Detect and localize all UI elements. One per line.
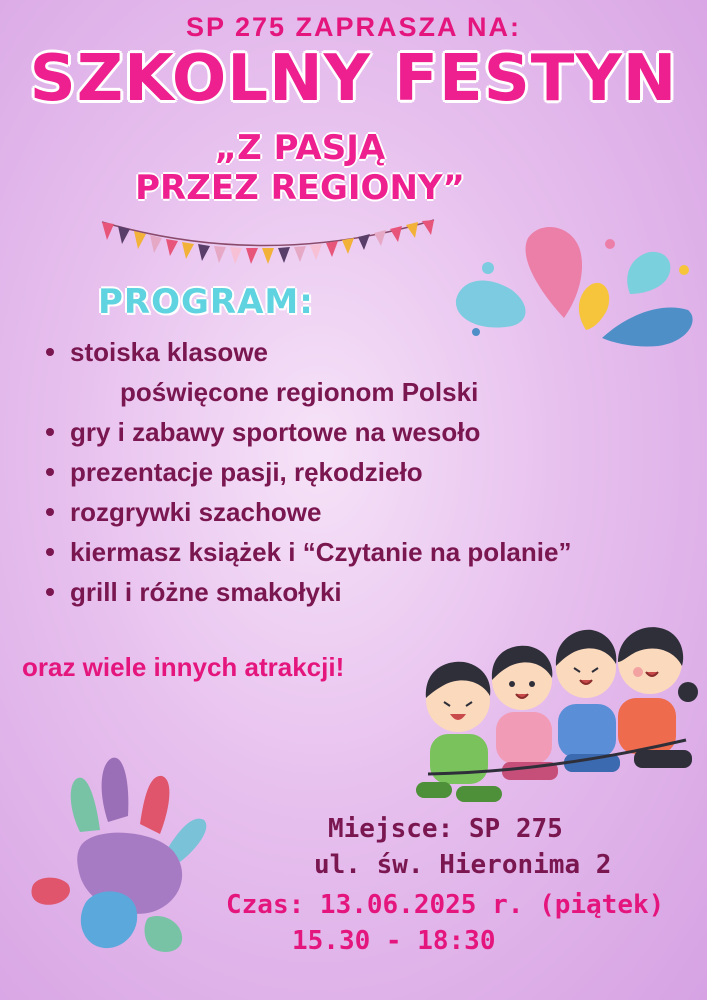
- bunting-garland-illustration: [98, 212, 438, 274]
- list-item: [44, 412, 704, 452]
- festival-subtitle: [90, 128, 510, 208]
- list-item: [44, 532, 704, 572]
- festival-title: SZKOLNY FESTYN: [29, 42, 678, 116]
- bunting-flags: [102, 220, 434, 264]
- list-item-label: stoiska klasowe: [70, 337, 268, 367]
- bullet-icon: [46, 348, 54, 356]
- list-item: [44, 492, 704, 532]
- children-playing-illustration: [408, 622, 698, 810]
- list-item-label: grill i różne smakołyki: [70, 577, 342, 607]
- bullet-icon: [46, 508, 54, 516]
- program-list: [44, 332, 704, 612]
- bullet-icon: [46, 468, 54, 476]
- painted-handprint-illustration: [28, 752, 218, 962]
- event-hours: 15.30 - 18:30: [292, 926, 496, 956]
- event-address: ul. św. Hieronima 2: [314, 850, 612, 880]
- bullet-icon: [46, 548, 54, 556]
- event-date: Czas: 13.06.2025 r. (piątek): [226, 890, 665, 920]
- child-3: [556, 630, 620, 772]
- subtitle-line-2: PRZEZ REGIONY”: [135, 168, 465, 208]
- event-place: Miejsce: SP 275: [328, 814, 563, 844]
- list-item-label: gry i zabawy sportowe na wesoło: [70, 417, 481, 447]
- child-1: [416, 662, 502, 802]
- list-item: [44, 332, 704, 372]
- list-item: [44, 572, 704, 612]
- list-item: [44, 452, 704, 492]
- program-heading: PROGRAM:: [98, 282, 314, 322]
- bullet-icon: [46, 588, 54, 596]
- bullet-icon: [46, 428, 54, 436]
- list-item-label: prezentacje pasji, rękodzieło: [70, 457, 423, 487]
- list-item-label: poświęcone regionom Polski: [120, 377, 479, 407]
- subtitle-line-1: „Z PASJĄ: [214, 128, 386, 168]
- invite-line: SP 275 ZAPRASZA NA:: [185, 12, 522, 42]
- child-2: [492, 646, 558, 780]
- list-item-label: kiermasz książek i “Czytanie na polanie”: [70, 537, 572, 567]
- list-item-continuation: [44, 372, 704, 412]
- extra-attractions-text: oraz wiele innych atrakcji!: [22, 652, 345, 682]
- list-item-label: rozgrywki szachowe: [70, 497, 322, 527]
